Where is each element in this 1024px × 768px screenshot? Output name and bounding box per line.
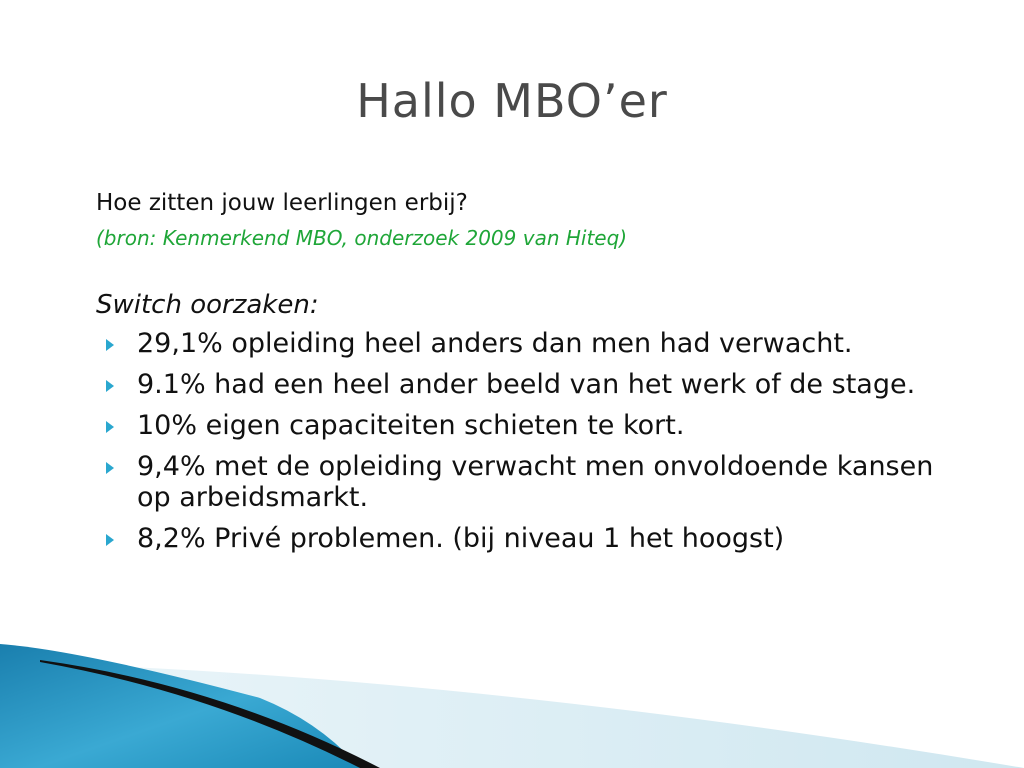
triangle-bullet-icon	[106, 534, 114, 546]
slide-title: Hallo MBO’er	[356, 74, 668, 128]
decorative-wave	[0, 640, 1024, 768]
triangle-bullet-icon	[106, 339, 114, 351]
bullet-text: 8,2% Privé problemen. (bij niveau 1 het hoogst)	[137, 523, 785, 554]
bullet-text: 9.1% had een heel ander beeld van het werk of de stage.	[137, 369, 916, 400]
bullet-text: 10% eigen capaciteiten schieten te kort.	[137, 410, 685, 441]
bullet-list	[106, 328, 966, 564]
section-heading: Switch oorzaken:	[96, 290, 319, 320]
intro-text: Hoe zitten jouw leerlingen erbij?	[96, 190, 468, 216]
bullet-item	[106, 410, 966, 441]
triangle-bullet-icon	[106, 380, 114, 392]
triangle-bullet-icon	[106, 462, 114, 474]
bullet-item	[106, 328, 966, 359]
bullet-text: 29,1% opleiding heel anders dan men had verwacht.	[137, 328, 853, 359]
source-citation: (bron: Kenmerkend MBO, onderzoek 2009 van Hiteq)	[96, 226, 628, 250]
bullet-item	[106, 523, 966, 554]
bullet-item	[106, 451, 966, 513]
bullet-text: 9,4% met de opleiding verwacht men onvoldoende kansen op arbeidsmarkt.	[137, 451, 934, 513]
triangle-bullet-icon	[106, 421, 114, 433]
bullet-item	[106, 369, 966, 400]
